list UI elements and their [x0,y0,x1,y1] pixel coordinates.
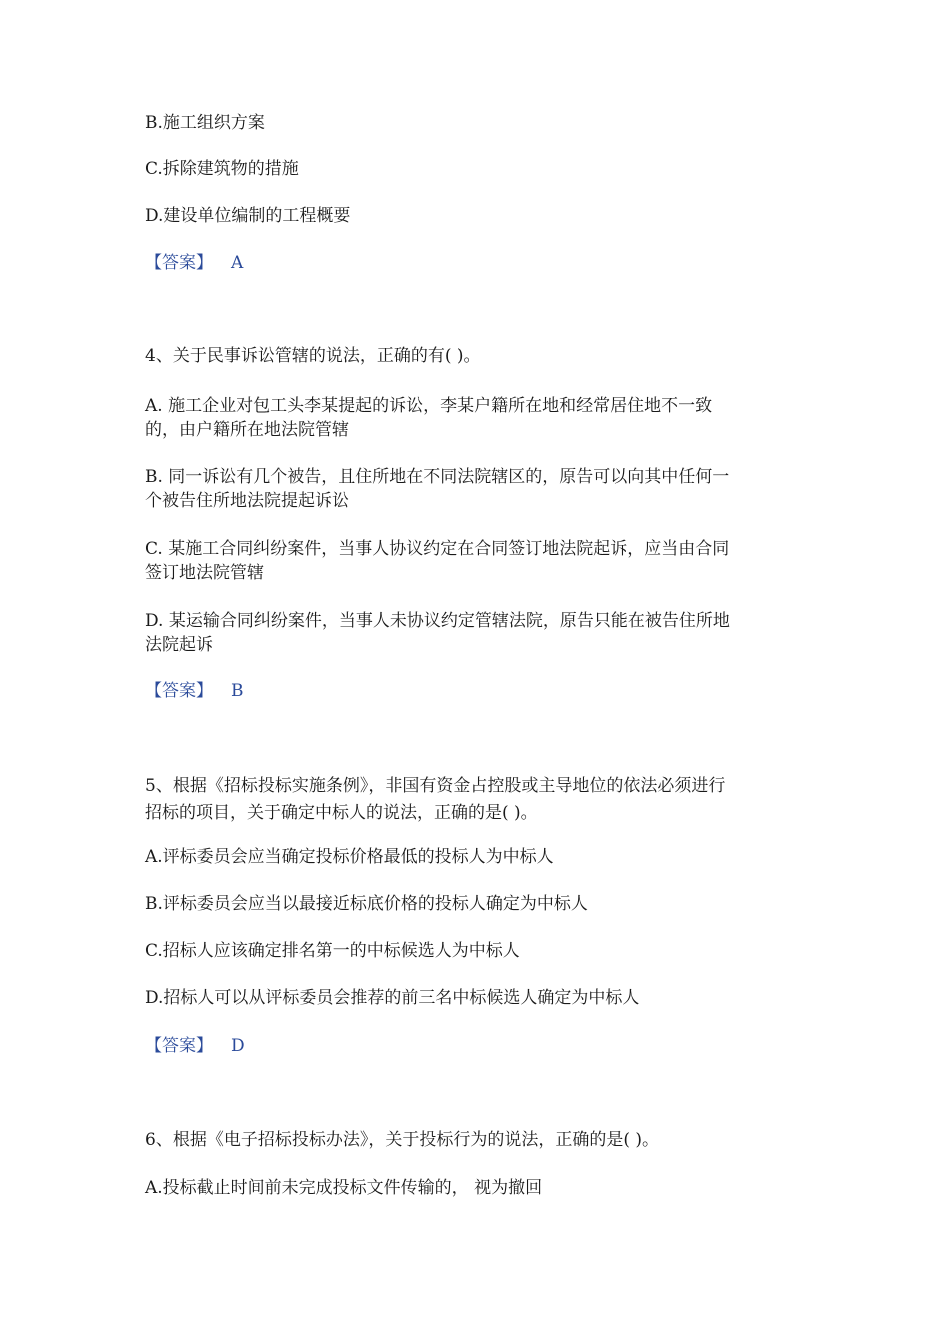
q5-stem-line2: 招标的项目，关于确定中标人的说法，正确的是( )。 [145,803,538,823]
q4-option-d-line1: D. 某运输合同纠纷案件，当事人未协议约定管辖法院，原告只能在被告住所地 [145,611,730,631]
q6-option-a: A.投标截止时间前未完成投标文件传输的， 视为撤回 [145,1178,543,1198]
answer-value: B [231,681,244,701]
answer-label: 【答案】 [145,681,213,701]
q4-answer [145,679,810,703]
q4-stem: 4、关于民事诉讼管辖的说法，正确的有( )。 [145,346,481,366]
q5-stem-line1: 5、根据《招标投标实施条例》，非国有资金占控股或主导地位的依法必须进行 [145,776,726,796]
q4-option-a-line2: 的，由户籍所在地法院管辖 [145,420,349,440]
answer-label: 【答案】 [145,1036,213,1056]
q3-option-c: C.拆除建筑物的措施 [145,159,299,179]
q4-option-c-line1: C. 某施工合同纠纷案件，当事人协议约定在合同签订地法院起诉，应当由合同 [145,539,730,559]
q5-option-a: A.评标委员会应当确定投标价格最低的投标人为中标人 [145,847,554,867]
q4-option-a-line1: A. 施工企业对包工头李某提起的诉讼，李某户籍所在地和经常居住地不一致 [145,396,713,416]
q3-answer [145,251,810,275]
answer-value: A [231,253,244,273]
q4-option-b-line2: 个被告住所地法院提起诉讼 [145,491,349,511]
q4-option-b-line1: B. 同一诉讼有几个被告，且住所地在不同法院辖区的，原告可以向其中任何一 [145,467,730,487]
answer-label: 【答案】 [145,253,213,273]
answer-value: D [231,1036,245,1056]
q5-answer [145,1034,810,1058]
q5-option-c: C.招标人应该确定排名第一的中标候选人为中标人 [145,941,520,961]
q3-option-d: D.建设单位编制的工程概要 [145,206,351,226]
q5-option-b: B.评标委员会应当以最接近标底价格的投标人确定为中标人 [145,894,588,914]
q4-option-c-line2: 签订地法院管辖 [145,563,264,583]
q3-option-b: B.施工组织方案 [145,113,265,133]
q4-option-d-line2: 法院起诉 [145,635,213,655]
q5-option-d: D.招标人可以从评标委员会推荐的前三名中标候选人确定为中标人 [145,988,640,1008]
q6-stem: 6、根据《电子招标投标办法》，关于投标行为的说法，正确的是( )。 [145,1130,659,1150]
